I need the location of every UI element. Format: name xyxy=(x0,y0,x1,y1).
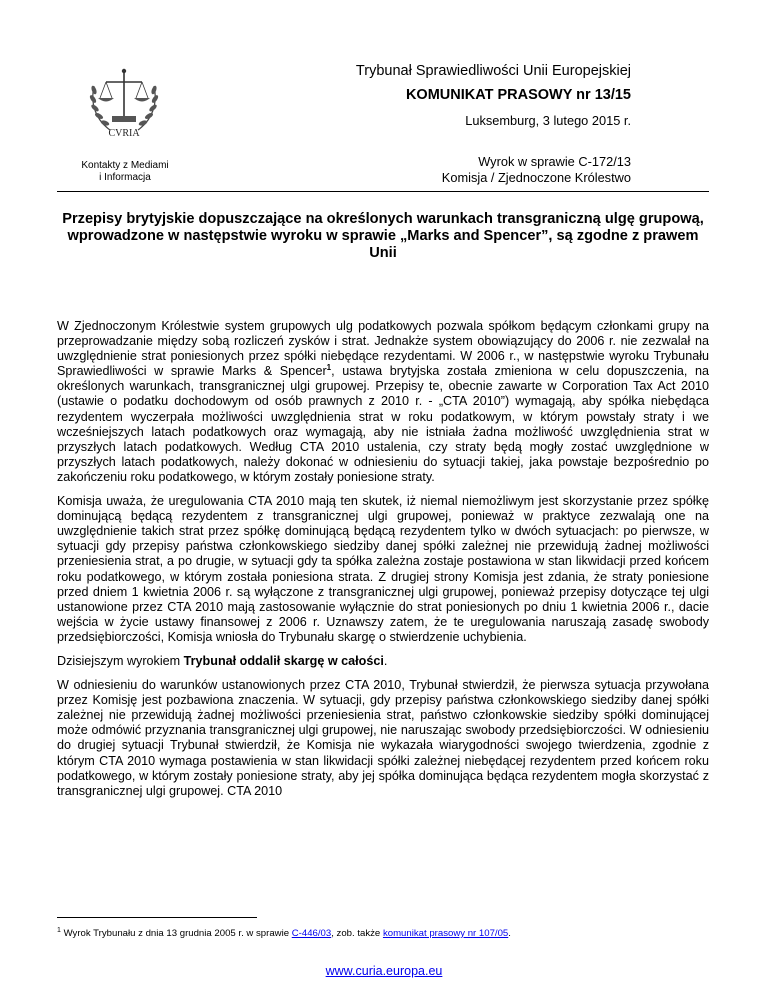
press-release-link[interactable]: komunikat prasowy nr 107/05 xyxy=(382,928,509,940)
paragraph-1: W Zjednoczonym Królestwie system grupowych ulg podatkowych pozwala spółkom będącym członkami grupy na przeprowadzanie między sobą rozliczeń zysków i strat. Jednakże system obowiązujący do 2006 r. nie zezwalał na uwzględnienie strat poniesionych przez spółki niebędące rezydentami. W 2006 r., w następstwie wyroku Trybunału Sprawiedliwości w sprawie Marks & Spencer$^1$, ustawa brytyjska została zmieniona w celu dopuszczenia, na określonych warunkach, transgranicznej ulgi grupowej. Przepisy te, obecnie zawarte w Corporation Tax Act 2010 (ustawie o podatku dochodowym od osób prawnych z 2010 r. - „CTA 2010”) wymagają, aby spółka niebędąca rezydentem wyczerpała możliwości uwzględnienia strat w roku podatkowym, w którym powstały straty i we wcześniejszych latach podatkowych oraz wymagają, aby nie istniała żadna możliwość uwzględnienia strat w przyszłych latach podatkowych. Według CTA 2010 ustalenia, czy straty będą mogły zostać uwzględnione w przyszłych latach podatkowych, należy dokonać w odniesieniu do sytuacji takiej, jaka powstaje bezpośrednio po zakończeniu roku podatkowego, w którym zostały poniesione straty. xyxy=(57,319,709,484)
paragraph-4: W odniesieniu do warunków ustanowionych przez CTA 2010, Trybunał stwierdził, że pierwsza sytuacja przywołana przez Komisję jest pozbawiona znaczenia. W sytuacji, gdy przepisy państwa członkowskiego siedziby danej spółki zależnej nie przewidują żadnej możliwości przeniesienia strat, państwo członkowskie siedziby spółki dominującej może odmówić przyznania transgranicznej ulgi grupowej, nie naruszając swobody przedsiębiorczości. W odniesieniu do drugiej sytuacji Trybunał stwierdził, że Komisja nie wykazała wiarygodności swojego twierdzenia, zgodnie z którym CTA 2010 wymaga postawienia w stan likwidacji spółki zależnej niebędącej rezydentem przed końcem roku podatkowego, w którym zostały poniesione straty, aby jej spółka dominująca będąca rezydentem mogła skorzystać z transgranicznej ulgi grupowej. CTA 2010 xyxy=(57,678,709,798)
logo-text: CVRIA xyxy=(108,128,140,139)
paragraph-2: Komisja uważa, że uregulowania CTA 2010 mają ten skutek, iż niemal niemożliwym jest skorzystanie przez spółkę dominującą będącą rezydentem z transgranicznej ulgi grupowej, ponieważ w praktyce zezwalają one na uwzględnienie takich strat przez spółkę dominującą będącą rezydentem tylko w dwóch sytuacjach: po pierwsze, w sytuacji gdy przepisy państwa członkowskiego siedziby danej spółki zależnej nie przewidują żadnej możliwości przeniesienia strat, a po drugie, w sytuacji gdy ta spółka zależna zostaje postawiona w stan likwidacji przed końcem roku podatkowego, w którym została poniesiona strata. Z drugiej strony Komisja jest zdania, że straty poniesione przed dniem 1 kwietnia 2006 r. są wyłączone z transgranicznej ulgi grupowej, ponieważ przepisy dotyczące tej ulgi ustanowione przez CTA 2010 mają zastosowanie wyłącznie do strat poniesionych po dniu 1 kwietnia 2006 r., dacie wejścia w życie ustawy finansowej z 2006 r. Uznawszy zatem, że te uregulowania naruszają zasadę swobody przedsiębiorczości, Komisja wniosła do Trybunału skargę o stwierdzenie uchybienia. xyxy=(57,494,709,644)
footer xyxy=(0,964,768,978)
case-link[interactable]: C-446/03 xyxy=(291,928,332,940)
case-parties: Komisja / Zjednoczone Królestwo xyxy=(441,170,631,185)
header-divider xyxy=(57,191,709,192)
footnote-divider xyxy=(57,917,257,918)
press-release-title: KOMUNIKAT PRASOWY nr 13/15 xyxy=(405,87,631,103)
logo-caption-line2: i Informacja xyxy=(99,172,151,183)
logo-caption xyxy=(70,160,180,184)
footnote: $^1$ Wyrok Trybunału z dnia 13 grudnia 2005 r. w sprawie C-446/03, zob. także komunikat prasowy nr 107/05. xyxy=(57,927,511,940)
curia-url-link[interactable]: www.curia.europa.eu xyxy=(325,964,443,978)
press-release-date: Luksemburg, 3 lutego 2015 r. xyxy=(465,113,631,128)
curia-logo-icon xyxy=(82,60,166,148)
court-name: Trybunał Sprawiedliwości Unii Europejskiej xyxy=(355,63,631,79)
case-number: Wyrok w sprawie C-172/13 xyxy=(478,154,631,169)
footnote-ref[interactable]: 1 xyxy=(326,363,332,373)
paragraph-3: Dzisiejszym wyrokiem Trybunał oddalił skargę w całości. xyxy=(57,653,388,668)
logo-caption-line1: Kontakty z Mediami xyxy=(81,160,169,171)
footnote-number: 1 xyxy=(57,927,61,934)
ruling-bold: Trybunał oddalił skargę w całości xyxy=(183,653,384,668)
body-text xyxy=(57,319,709,808)
headline: Przepisy brytyjskie dopuszczające na określonych warunkach transgraniczną ulgę grupową, wprowadzone w następstwie wyroku w sprawie „Marks and Spencer”, są zgodne z prawem Unii xyxy=(62,211,704,261)
